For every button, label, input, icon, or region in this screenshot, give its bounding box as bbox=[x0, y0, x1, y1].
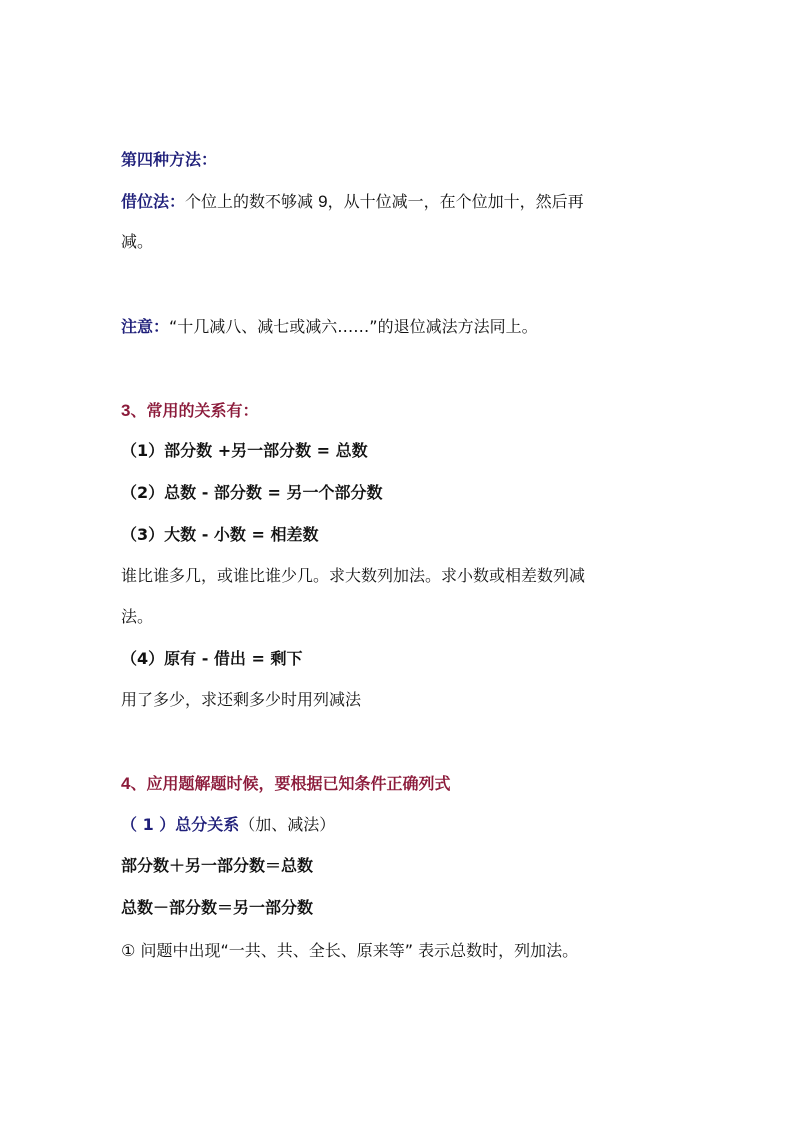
borrow-method-line bbox=[121, 192, 584, 212]
formula-part: 总数－部分数＝另一部分数 bbox=[121, 898, 314, 917]
note-label: 注意： bbox=[121, 317, 170, 336]
relation-explanation-line1: 谁比谁多几，或谁比谁少几。求大数列加法。求小数或相差数列减 bbox=[121, 566, 586, 585]
circled-number-1: ① bbox=[121, 941, 136, 960]
relation-item-1: （1）部分数 +另一部分数 = 总数 bbox=[121, 441, 368, 460]
section4-heading bbox=[121, 774, 450, 794]
note-text: “十几减八、减七或减六……”的退位减法方法同上。 bbox=[169, 317, 538, 336]
addition-rule-line bbox=[121, 941, 578, 961]
relation-item-4: （4）原有 - 借出 = 剩下 bbox=[121, 649, 303, 668]
relation-item-2: （2）总数 - 部分数 = 另一个部分数 bbox=[121, 483, 383, 502]
borrow-method-continuation: 减。 bbox=[121, 232, 154, 251]
section3-heading bbox=[121, 401, 258, 421]
relation-explanation-line2: 法。 bbox=[121, 607, 154, 626]
section4-number: 4 bbox=[121, 774, 131, 793]
method4-heading: 第四种方法： bbox=[121, 150, 218, 169]
borrow-method-text-a: 个位上的数不够减 bbox=[185, 192, 319, 211]
total-part-relation-heading bbox=[121, 815, 335, 835]
total-part-relation-number: （ 1 ） bbox=[121, 815, 176, 834]
section4-title: 、应用题解题时候，要根据已知条件正确列式 bbox=[130, 774, 451, 793]
section3-title: 、常用的关系有： bbox=[130, 401, 259, 420]
relation-item-3: （3）大数 - 小数 = 相差数 bbox=[121, 525, 319, 544]
addition-rule-text: 问题中出现“一共、共、全长、原来等” 表示总数时，列加法。 bbox=[140, 941, 579, 960]
total-part-relation-paren: （加、减法） bbox=[239, 815, 336, 834]
section3-number: 3 bbox=[121, 401, 131, 420]
formula-total: 部分数＋另一部分数＝总数 bbox=[121, 856, 314, 875]
total-part-relation-title: 总分关系 bbox=[175, 815, 240, 834]
borrow-method-label: 借位法： bbox=[121, 192, 186, 211]
borrow-method-number: 9 bbox=[318, 192, 328, 211]
borrow-method-text-b: ，从十位减一，在个位加十，然后再 bbox=[327, 192, 584, 211]
relation-item-4-explanation: 用了多少，求还剩多少时用列减法 bbox=[121, 690, 362, 709]
note-line bbox=[121, 317, 538, 337]
